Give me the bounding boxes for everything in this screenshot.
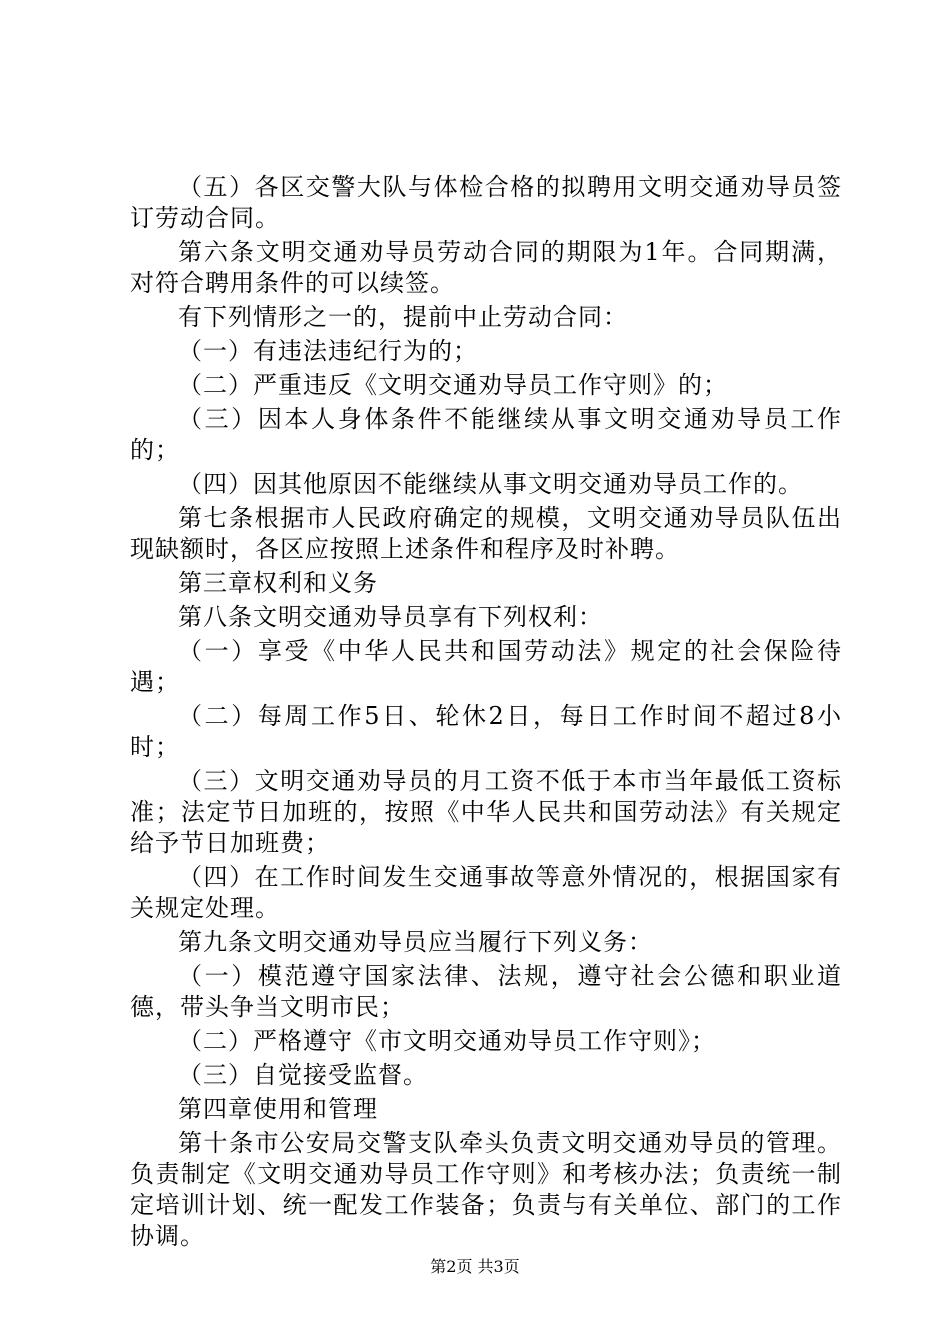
paragraph-termination-4: （四）因其他原因不能继续从事文明交通劝导员工作的。: [178, 470, 803, 498]
paragraph-article-8: 第八条文明交通劝导员享有下列权利：: [178, 603, 603, 631]
paragraph-right-4: （四）在工作时间发生交通事故等意外情况的，根据国家有关规定处理。: [130, 863, 842, 922]
paragraph-item-5-contract: （五）各区交警大队与体检合格的拟聘用文明交通劝导员签订劳动合同。: [130, 173, 842, 232]
paragraph-right-2: （二）每周工作5日、轮休2日，每日工作时间不超过8小时；: [130, 702, 842, 761]
paragraph-right-3: （三）文明交通劝导员的月工资不低于本市当年最低工资标准；法定节日加班的，按照《中华人民共和国劳动法》有关规定给予节日加班费；: [130, 767, 842, 857]
paragraph-article-10: 第十条市公安局交警支队牵头负责文明交通劝导员的管理。负责制定《文明交通劝导员工作守则》和考核办法；负责统一制定培训计划、统一配发工作装备；负责与有关单位、部门的工作协调。: [130, 1129, 842, 1250]
paragraph-termination-1: （一）有违法违纪行为的；: [178, 337, 478, 365]
paragraph-article-6: 第六条文明交通劝导员劳动合同的期限为1年。合同期满，对符合聘用条件的可以续签。: [130, 238, 842, 297]
chapter-3-heading: 第三章权利和义务: [178, 569, 378, 597]
paragraph-duty-2: （二）严格遵守《市文明交通劝导员工作守则》；: [178, 1027, 716, 1055]
paragraph-right-1: （一）享受《中华人民共和国劳动法》规定的社会保险待遇；: [130, 637, 842, 696]
paragraph-termination-3: （三）因本人身体条件不能继续从事文明交通劝导员工作的；: [130, 405, 842, 464]
paragraph-termination-2: （二）严重违反《文明交通劝导员工作守则》的；: [178, 371, 728, 399]
chapter-4-heading: 第四章使用和管理: [178, 1095, 378, 1123]
paragraph-duty-1: （一）模范遵守国家法律、法规，遵守社会公德和职业道德，带头争当文明市民；: [130, 962, 842, 1021]
document-body: [130, 172, 842, 1255]
page-number-footer: 第2页 共3页: [430, 1257, 520, 1276]
paragraph-article-9: 第九条文明交通劝导员应当履行下列义务：: [178, 928, 653, 956]
paragraph-termination-intro: 有下列情形之一的，提前中止劳动合同：: [178, 303, 628, 331]
paragraph-duty-3: （三）自觉接受监督。: [178, 1061, 428, 1089]
paragraph-article-7: 第七条根据市人民政府确定的规模，文明交通劝导员队伍出现缺额时，各区应按照上述条件和程序及时补聘。: [130, 504, 842, 563]
